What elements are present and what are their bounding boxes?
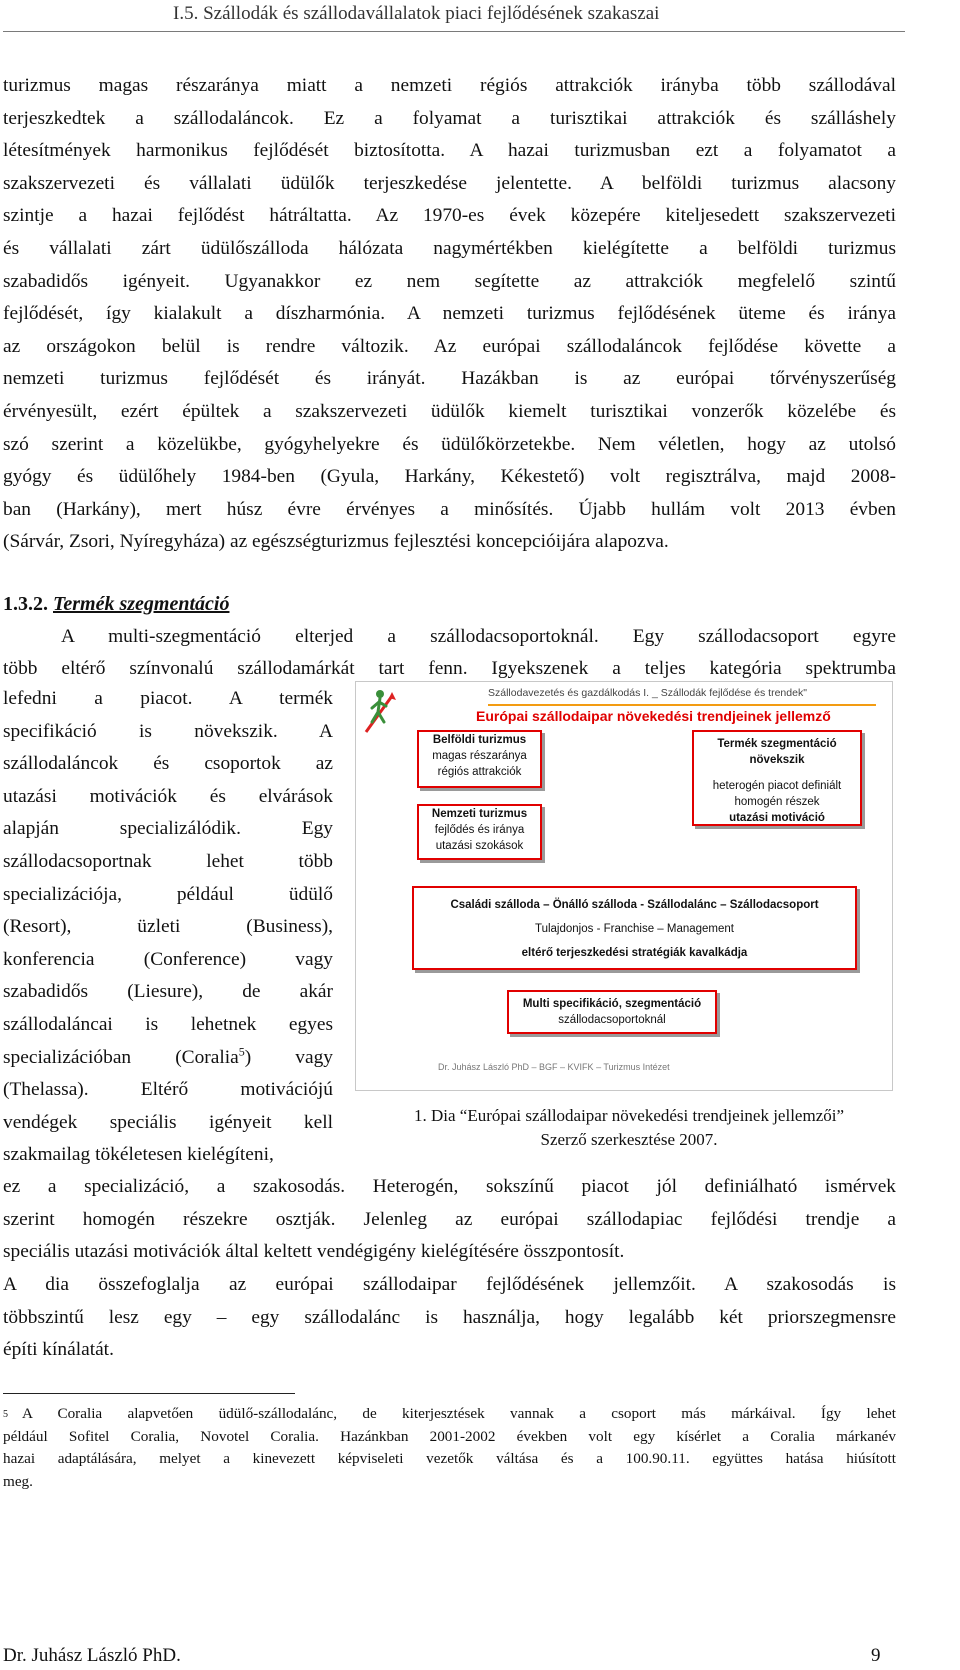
text-line: létesítmények harmonikus fejlődését biztosította. A hazai turizmusban ezt a folyamatot a: [3, 140, 896, 162]
footnote-reference[interactable]: 5: [238, 1044, 245, 1059]
footnote-rule: [3, 1393, 295, 1394]
box-line: Tulajdonjos - Franchise – Management: [534, 923, 734, 935]
box-line: utazási szokások: [435, 840, 524, 852]
text-line: gyógy és üdülőhely 1984-ben (Gyula, Harkány, Kékestető) volt regisztrálva, majd 2008-: [3, 466, 896, 488]
section-number: 1.3.2.: [3, 593, 48, 615]
box-national-tourism: [417, 804, 542, 860]
text-line: nemzeti turizmus fejlődését és irányát. Hazákban is az európai tőrvényszerűség: [3, 368, 896, 390]
slide-header-rule: [488, 704, 876, 706]
box-product-segmentation: [692, 730, 862, 826]
text-line: szó szerint a közelükbe, gyógyhelyekre és üdülőkörzetekbe. Nem véletlen, hogy az utolsó: [3, 433, 896, 455]
footer-author: Dr. Juhász László PhD.: [3, 1645, 181, 1666]
text-line: szállodacsoportnak lehet több: [3, 850, 333, 872]
body-paragraph-3: [3, 1269, 896, 1367]
text-line: lefedni a piacot. A termék: [3, 688, 333, 709]
text-line: szállodaláncai is lehetnek egyes: [3, 1013, 333, 1035]
text-line: specifikáció is növekszik. A: [3, 720, 333, 742]
text-line: (Thelassa). Eltérő motivációjú: [3, 1079, 333, 1101]
section-heading: [3, 588, 229, 620]
wrapped-text-column: [3, 683, 333, 1172]
text-line: szállodaláncok és csoportok az: [3, 753, 333, 775]
caption-line: Szerző szerkesztése 2007.: [540, 1130, 718, 1149]
text-line: az országokon belül is rendre változik. Az európai szállodaláncok fejlődése követte a: [3, 335, 896, 357]
slide-title: Európai szállodaipar növekedési trendjeinek jellemző: [476, 708, 831, 724]
text-line: speciális utazási motivációk által keltett vendégigény kielégítésére összpontosít.: [3, 1241, 625, 1263]
text-line: (Resort), üzleti (Business),: [3, 916, 333, 938]
box-line: szállodacsoportoknál: [558, 1014, 666, 1026]
text-line: [3, 1042, 333, 1075]
box-heading: Belföldi turizmus: [432, 734, 527, 746]
page-number: 9: [871, 1645, 881, 1666]
footnote-line: [3, 1403, 896, 1426]
box-hotel-types: [412, 886, 857, 970]
text-line: A dia összefoglalja az európai szállodaipar fejlődésének jellemzőit. A szakosodás is: [3, 1274, 896, 1295]
box-line: fejlődés és iránya: [434, 824, 525, 836]
footnote-marker: 5: [3, 1409, 8, 1420]
walking-person-arrow-icon: [362, 686, 402, 736]
box-line: homogén részek: [734, 796, 820, 808]
text-line: szabadidős (Liesure), de akár: [3, 981, 333, 1003]
text-fragment: ) vagy: [244, 1046, 333, 1068]
text-line: szakmailag tökéletesen kielégíteni,: [3, 1144, 274, 1166]
text-line: szintje a hazai fejlődést hátráltatta. Az 1970-es évek közepére kiteljesedett szakszervezeti: [3, 205, 896, 227]
footnote: [3, 1403, 896, 1493]
slide-figure: [355, 681, 893, 1091]
box-line: utazási motiváció: [729, 812, 825, 824]
text-line: építi kínálatát.: [3, 1339, 114, 1361]
footnote-line: meg.: [3, 1472, 33, 1490]
text-line: A multi-szegmentáció elterjed a szállodacsoportoknál. Egy szállodacsoport egyre: [61, 626, 896, 647]
box-heading: Nemzeti turizmus: [431, 808, 528, 820]
footnote-line: például Sofitel Coralia, Novotel Coralia. Hazánkban 2001-2002 években volt egy kísérlet a Coralia márkanév: [3, 1427, 896, 1445]
figure-caption: [355, 1104, 903, 1152]
box-multi-specification: [507, 990, 717, 1034]
footnote-line: hazai adaptálására, melyet a kinevezett képviseleti vezetők váltása és a 100.90.11. együttes hatása hiúsított: [3, 1450, 896, 1467]
section-title: Termék szegmentáció: [53, 593, 230, 615]
box-heading: Multi specifikáció, szegmentáció: [522, 998, 702, 1010]
box-line: magas részaránya: [432, 750, 527, 762]
text-line: terjeszkedtek a szállodaláncok. Ez a folyamat a turisztikai attrakciók és szálláshely: [3, 107, 896, 129]
text-line: vendégek speciális igényeit kell: [3, 1111, 333, 1133]
box-heading: Termék szegmentáció: [717, 738, 837, 750]
text-line: utazási motivációk és elvárások: [3, 785, 333, 807]
text-line: (Sárvár, Zsori, Nyíregyháza) az egészségturizmus fejlesztési koncepcióijára alapozva.: [3, 531, 669, 553]
text-fragment: specializációban (Coralia: [3, 1046, 239, 1068]
text-line: specializációja, például üdülő: [3, 883, 333, 905]
running-header: I.5. Szállodák és szállodavállalatok piaci fejlődésének szakaszai: [173, 3, 660, 24]
box-line: Családi szálloda – Önálló szálloda - Szállodalánc – Szállodacsoport: [450, 899, 819, 911]
text-line: szakszervezeti és vállalati üdülők terjeszkedése jelentette. A belföldi turizmus alacsony: [3, 172, 896, 194]
text-line: több eltérő színvonalú szállodamárkát tart fenn. Igyekszenek a teljes kategória spektrumba: [3, 658, 896, 679]
text-line: turizmus magas részaránya miatt a nemzeti régiós attrakciók irányba több szállodával: [3, 75, 896, 96]
box-domestic-tourism: [417, 730, 542, 788]
box-line: régiós attrakciók: [437, 766, 522, 778]
box-heading: növekszik: [749, 754, 805, 766]
caption-line: 1. Dia “Európai szállodaipar növekedési trendjeinek jellemzői”: [413, 1106, 845, 1125]
slide-header: Szállodavezetés és gazdálkodás I. _ Szállodák fejlődése és trendek": [488, 687, 807, 699]
text-line: konferencia (Conference) vagy: [3, 948, 333, 970]
text-line: szabadidős igényeit. Ugyanakkor ez nem segítette az attrakciók megfelelő szintű: [3, 270, 896, 292]
text-line: szerint homogén részekre osztják. Jelenleg az európai szállodapiac fejlődési trendje a: [3, 1208, 896, 1230]
box-line: heterogén piacot definiált: [712, 780, 842, 792]
text-line: és vállalati zárt üdülőszálloda hálózata nagymértékben kielégítette a belföldi turizmus: [3, 237, 896, 259]
text-line: ez a specializáció, a szakosodás. Heterogén, sokszínű piacot jól definiálható ismérvek: [3, 1176, 896, 1197]
text-fragment: A Coralia alapvetően üdülő-szállodalánc, de kiterjesztések vannak a csoport más márkáival. Így lehet: [22, 1405, 896, 1422]
body-paragraph-2-end: [3, 1171, 896, 1269]
text-line: érvényesült, ezért épültek a szakszervezeti üdülők kiemelt turisztikai vonzerők közelébe és: [3, 400, 896, 422]
text-line: ban (Harkány), mert húsz évre érvényes a minősítés. Újabb hullám volt 2013 évben: [3, 498, 896, 520]
header-rule: [3, 31, 905, 32]
body-paragraph-1: [3, 70, 896, 559]
spacer: [694, 768, 860, 778]
text-line: többszintű lesz egy – egy szállodalánc is használja, hogy legalább két priorszegmensre: [3, 1306, 896, 1328]
box-line: eltérő terjeszkedési stratégiák kavalkádja: [521, 947, 748, 959]
slide-footer: Dr. Juhász László PhD – BGF – KVIFK – Turizmus Intézet: [438, 1062, 670, 1072]
text-line: fejlődését, így kialakult a díszharmónia. A nemzeti turizmus fejlődésének üteme és iránya: [3, 303, 896, 325]
text-line: alapján specializálódik. Egy: [3, 818, 333, 840]
